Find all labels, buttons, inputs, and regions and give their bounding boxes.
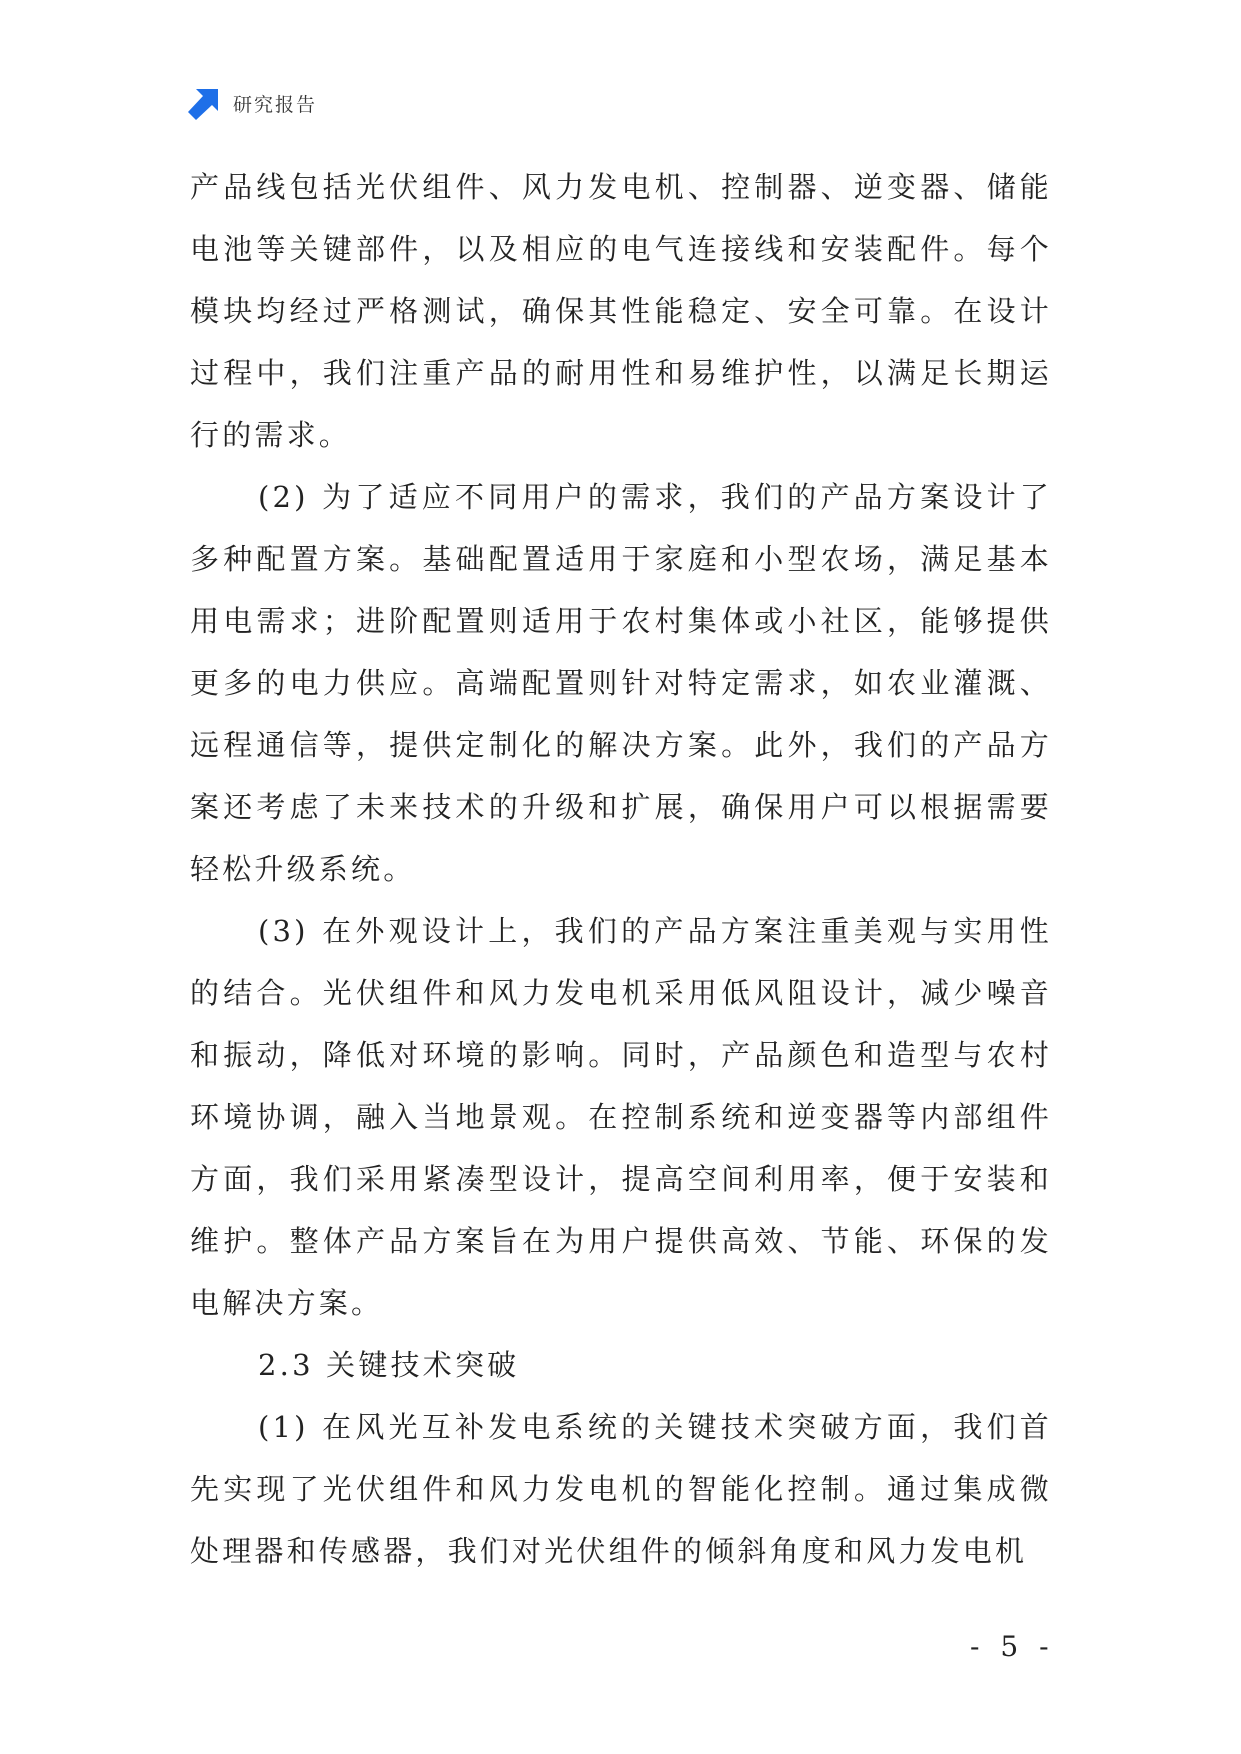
report-title: 研究报告 [233, 93, 318, 116]
arrow-logo-icon [187, 86, 221, 120]
page-number: - 5 - [970, 1630, 1055, 1663]
document-body [190, 156, 1052, 1582]
body-paragraph: (3) 在外观设计上，我们的产品方案注重美观与实用性的结合。光伏组件和风力发电机采用低风阻设计，减少噪音和振动，降低对环境的影响。同时，产品颜色和造型与农村环境协调，融入当地景观。在控制系统和逆变器等内部组件方面，我们采用紧凑型设计，提高空间利用率，便于安装和维护。整体产品方案旨在为用户提供高效、节能、环保的发电解决方案。 [190, 914, 1052, 1320]
body-paragraph: (2) 为了适应不同用户的需求，我们的产品方案设计了多种配置方案。基础配置适用于家庭和小型农场，满足基本用电需求；进阶配置则适用于农村集体或小社区，能够提供更多的电力供应。高端配置则针对特定需求，如农业灌溉、远程通信等，提供定制化的解决方案。此外，我们的产品方案还考虑了未来技术的升级和扩展，确保用户可以根据需要轻松升级系统。 [190, 480, 1052, 886]
body-paragraph: (1) 在风光互补发电系统的关键技术突破方面，我们首先实现了光伏组件和风力发电机的智能化控制。通过集成微处理器和传感器，我们对光伏组件的倾斜角度和风力发电机 [190, 1410, 1052, 1568]
section-heading: 2.3 关键技术突破 [258, 1348, 520, 1382]
report-header [187, 86, 317, 120]
body-paragraph: 产品线包括光伏组件、风力发电机、控制器、逆变器、储能电池等关键部件，以及相应的电气连接线和安装配件。每个模块均经过严格测试，确保其性能稳定、安全可靠。在设计过程中，我们注重产品的耐用性和易维护性，以满足长期运行的需求。 [190, 170, 1052, 452]
